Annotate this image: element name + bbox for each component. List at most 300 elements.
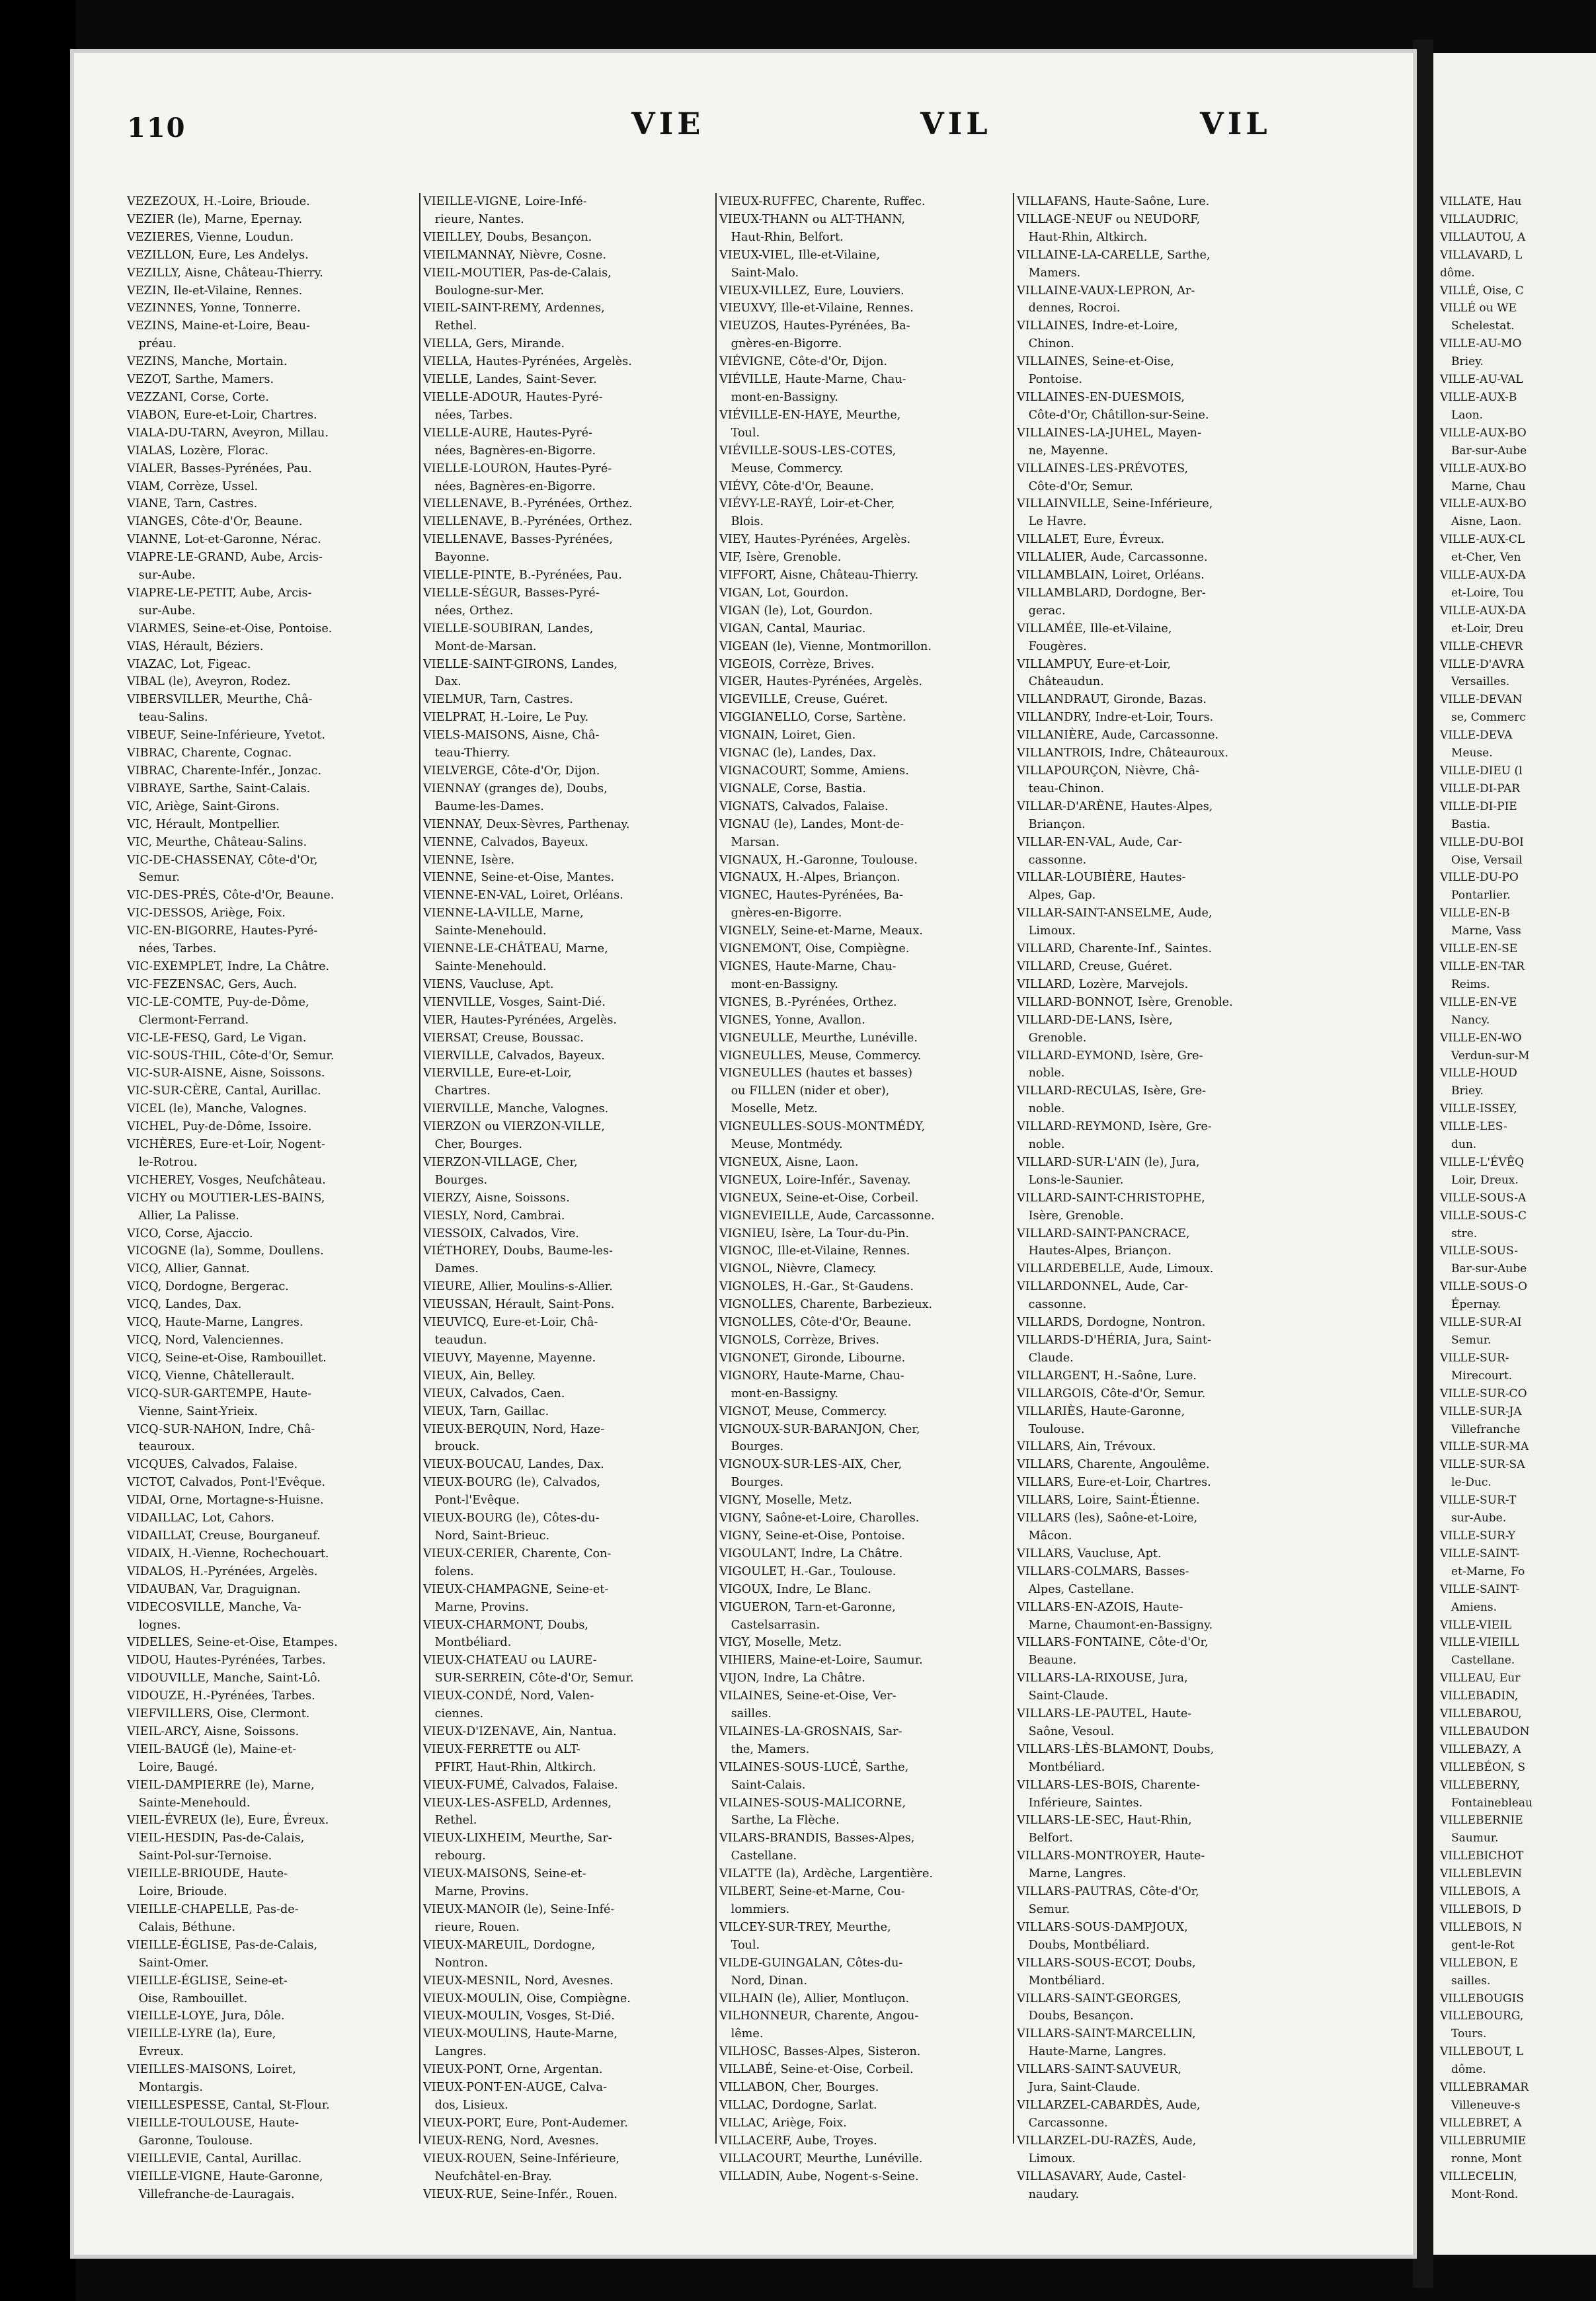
gazetteer-entry-line: VILLARDS-D'HÉRIA, Jura, Saint- — [1017, 1334, 1211, 1347]
gazetteer-entry-line: VILLE-HOUD — [1440, 1067, 1517, 1080]
gazetteer-entry-line: VIEUVY, Mayenne, Mayenne. — [423, 1351, 596, 1365]
gazetteer-entry-line: VIBRAC, Charente-Infér., Jonzac. — [127, 764, 322, 778]
gazetteer-entry-line: VILLARS, Loire, Saint-Étienne. — [1017, 1494, 1200, 1508]
gazetteer-entry-line: VIABON, Eure-et-Loir, Chartres. — [127, 408, 317, 422]
gazetteer-entry-line: VIGNAIN, Loiret, Gien. — [719, 729, 856, 743]
gazetteer-entry-line: mont-en-Bassigny. — [719, 1387, 838, 1400]
gazetteer-entry-line: Versailles. — [1440, 675, 1510, 689]
gazetteer-entry-line: VILLE-DEVAN — [1440, 693, 1523, 707]
gazetteer-entry-line: Laon. — [1440, 408, 1484, 422]
gazetteer-entry-line: VILLE-AUX-BO — [1440, 462, 1527, 475]
gazetteer-entry-line: VIEUX-PORT, Eure, Pont-Audemer. — [423, 2116, 628, 2130]
gazetteer-entry-line: VILLE-VIEILL — [1440, 1636, 1519, 1650]
gazetteer-entry-line: VILLARIÈS, Haute-Garonne, — [1017, 1404, 1185, 1418]
gazetteer-entry-line: VIGNY, Saône-et-Loire, Charolles. — [719, 1512, 920, 1525]
gazetteer-entry-line: VIEUX-VIEL, Ille-et-Vilaine, — [719, 248, 881, 262]
gazetteer-entry-line: VILLARD-BONNOT, Isère, Grenoble. — [1017, 995, 1233, 1009]
gazetteer-entry-line: Aisne, Laon. — [1440, 515, 1522, 529]
gazetteer-entry-line: Cher, Bourges. — [423, 1138, 523, 1152]
gazetteer-entry-line: VILLE-EN-B — [1440, 907, 1510, 920]
gazetteer-entry-line: VIBRAC, Charente, Cognac. — [127, 747, 292, 760]
gazetteer-entry-line: Côte-d'Or, Châtillon-sur-Seine. — [1017, 408, 1209, 422]
gazetteer-entry-line: VILLEBÉON, S — [1440, 1760, 1526, 1774]
gazetteer-entry-line: VICTOT, Calvados, Pont-l'Evêque. — [127, 1476, 326, 1490]
gazetteer-entry-line: VIENNE, Seine-et-Oise, Mantes. — [423, 871, 615, 885]
gazetteer-entry-line: Montargis. — [127, 2081, 204, 2095]
gazetteer-entry-line: VILLE-AUX-DA — [1440, 569, 1526, 583]
gazetteer-entry-line: VIGAN (le), Lot, Gourdon. — [719, 604, 873, 618]
gazetteer-entry-line: VIEUX-CHAMPAGNE, Seine-et- — [423, 1582, 609, 1596]
gazetteer-entry-line: Reims. — [1440, 977, 1490, 991]
gazetteer-entry-line: VIGEVILLE, Creuse, Guéret. — [719, 693, 889, 707]
gazetteer-entry-line: VILLASAVARY, Aude, Castel- — [1017, 2169, 1186, 2183]
gazetteer-entry-line: VILLAINE-VAUX-LEPRON, Ar- — [1017, 284, 1195, 298]
gazetteer-entry-line: Le Havre. — [1017, 515, 1087, 529]
gazetteer-entry-line: VILLEBAZY, A — [1440, 1742, 1521, 1756]
gazetteer-entry-line: Épernay. — [1440, 1298, 1501, 1312]
gazetteer-entry-line: noble. — [1017, 1067, 1065, 1080]
gazetteer-entry-line: VIC, Hérault, Montpellier. — [127, 817, 280, 831]
gazetteer-entry-line: VILLARS (les), Saône-et-Loire, — [1017, 1512, 1198, 1525]
gazetteer-entry-line: VIEILLE-BRIOUDE, Haute- — [127, 1867, 288, 1881]
gazetteer-entry-line: Doubs, Montbéliard. — [1017, 1938, 1150, 1952]
gazetteer-entry-line: VILLARD-SAINT-PANCRACE, — [1017, 1227, 1190, 1240]
gazetteer-entry-line: VILLE-SOUS-O — [1440, 1280, 1527, 1294]
gazetteer-entry-line: VIEUX-FERRETTE ou ALT- — [423, 1742, 580, 1756]
gazetteer-entry-line: Langres. — [423, 2045, 487, 2059]
gazetteer-entry-line: VIEUX-LES-ASFELD, Ardennes, — [423, 1796, 612, 1810]
gazetteer-entry-line: VIENNE-LE-CHÂTEAU, Marne, — [423, 942, 608, 956]
gazetteer-entry-line: VILLEBERNIE — [1440, 1814, 1523, 1828]
gazetteer-entry-line: VIERZON ou VIERZON-VILLE, — [423, 1120, 605, 1134]
gazetteer-entry-line: VILLARS-SOUS-ECOT, Doubs, — [1017, 1956, 1196, 1970]
gazetteer-entry-line: VILLE-SAINT- — [1440, 1582, 1520, 1596]
gazetteer-entry-line: VIEILLES-MAISONS, Loiret, — [127, 2063, 296, 2077]
gazetteer-entry-line: teau-Salins. — [127, 711, 208, 725]
gazetteer-entry-line: VIESLY, Nord, Cambrai. — [423, 1209, 565, 1223]
gazetteer-entry-line: VILLACERF, Aube, Troyes. — [719, 2134, 877, 2148]
gazetteer-entry-line: VIALAS, Lozère, Florac. — [127, 444, 269, 458]
gazetteer-entry-line: naudary. — [1017, 2187, 1080, 2201]
gazetteer-entry-line: VILLE-SUR-T — [1440, 1494, 1517, 1508]
gazetteer-entry-line: VIEURE, Allier, Moulins-s-Allier. — [423, 1280, 613, 1294]
gazetteer-entry-line: VIGNY, Moselle, Metz. — [719, 1494, 852, 1508]
gazetteer-entry-line: VILLARS-SAINT-GEORGES, — [1017, 1992, 1181, 2005]
gazetteer-entry-line: Marne, Provins. — [423, 1885, 529, 1899]
gazetteer-column-3 — [719, 193, 1014, 2183]
gazetteer-entry-line: stre. — [1440, 1227, 1478, 1240]
gazetteer-entry-line: Saint-Malo. — [719, 266, 799, 280]
gazetteer-entry-line: Marne, Chaumont-en-Bassigny. — [1017, 1618, 1213, 1632]
gazetteer-entry-line: VIEUX-BOURG (le), Calvados, — [423, 1476, 601, 1490]
gazetteer-entry-line: préau. — [127, 337, 177, 351]
gazetteer-entry-line: mont-en-Bassigny. — [719, 390, 838, 404]
gazetteer-entry-line: VIELLENAVE, Basses-Pyrénées, — [423, 533, 613, 547]
gazetteer-entry-line: VILLAR-EN-VAL, Aude, Car- — [1017, 835, 1183, 849]
gazetteer-entry-line: Carcassonne. — [1017, 2116, 1108, 2130]
gazetteer-entry-line: VIENNAY (granges de), Doubs, — [423, 782, 608, 795]
gazetteer-entry-line: Saumur. — [1440, 1832, 1499, 1845]
gazetteer-entry-line: lommiers. — [719, 1903, 790, 1916]
gazetteer-entry-line: VIGNOLLES, Côte-d'Or, Beaune. — [719, 1316, 912, 1330]
gazetteer-entry-line: VIÉTHOREY, Doubs, Baume-les- — [423, 1244, 613, 1258]
gazetteer-entry-line: VIER, Hautes-Pyrénées, Argelès. — [423, 1013, 617, 1027]
gazetteer-entry-line: VIELLE-SÉGUR, Basses-Pyré- — [423, 586, 600, 600]
gazetteer-entry-line: VEZOT, Sarthe, Mamers. — [127, 373, 274, 387]
gazetteer-entry-line: VIGNOUX-SUR-BARANJON, Cher, — [719, 1422, 920, 1436]
gazetteer-entry-line: VICEL (le), Manche, Valognes. — [127, 1102, 307, 1116]
gazetteer-entry-line: VIGNAUX, H.-Garonne, Toulouse. — [719, 853, 918, 867]
gazetteer-entry-line: VIÉVILLE-SOUS-LES-COTES, — [719, 444, 897, 458]
gazetteer-entry-line: VILLARZEL-CABARDÈS, Aude, — [1017, 2098, 1201, 2112]
gazetteer-entry-line: VIEILLE-VIGNE, Haute-Garonne, — [127, 2169, 323, 2183]
gazetteer-entry-line: VILLE-EN-VE — [1440, 995, 1517, 1009]
gazetteer-entry-line: PFIRT, Haut-Rhin, Altkirch. — [423, 1760, 596, 1774]
gazetteer-entry-line: VIELLE-SOUBIRAN, Landes, — [423, 622, 594, 635]
gazetteer-entry-line: teau-Thierry. — [423, 747, 510, 760]
gazetteer-entry-line: dun. — [1440, 1138, 1477, 1152]
gazetteer-entry-line: nées, Bagnères-en-Bigorre. — [423, 444, 596, 458]
gazetteer-entry-line: VIBRAYE, Sarthe, Saint-Calais. — [127, 782, 311, 795]
gazetteer-entry-line: VEZIER (le), Marne, Epernay. — [127, 212, 303, 226]
gazetteer-entry-line: VEZILLY, Aisne, Château-Thierry. — [127, 266, 323, 280]
gazetteer-entry-line: VIGNEUX, Aisne, Laon. — [719, 1155, 859, 1169]
gazetteer-entry-line: VIEIL-DAMPIERRE (le), Marne, — [127, 1778, 315, 1792]
gazetteer-entry-line: VILLARD, Creuse, Guéret. — [1017, 959, 1173, 973]
gazetteer-entry-line: VIGNALE, Corse, Bastia. — [719, 782, 866, 795]
gazetteer-entry-line: VIDAIX, H.-Vienne, Rochechouart. — [127, 1547, 329, 1560]
gazetteer-entry-line: Marne, Langres. — [1017, 1867, 1127, 1881]
gazetteer-entry-line: Verdun-sur-M — [1440, 1049, 1530, 1063]
gazetteer-entry-line: VIEILLE-TOULOUSE, Haute- — [127, 2116, 299, 2130]
gazetteer-entry-line: VILLE-LES- — [1440, 1120, 1507, 1134]
gazetteer-entry-line: VILLANDRAUT, Gironde, Bazas. — [1017, 693, 1207, 707]
gazetteer-entry-line: teau-Chinon. — [1017, 782, 1105, 795]
gazetteer-entry-line: VIDOUZE, H.-Pyrénées, Tarbes. — [127, 1689, 315, 1703]
gazetteer-entry-line: Castelsarrasin. — [719, 1618, 820, 1632]
gazetteer-entry-line: VIJON, Indre, La Châtre. — [719, 1672, 865, 1685]
gazetteer-entry-line: VILLE-SOUS- — [1440, 1244, 1518, 1258]
gazetteer-entry-line: Limoux. — [1017, 2152, 1076, 2165]
gazetteer-entry-line: VIC, Ariège, Saint-Girons. — [127, 799, 280, 813]
gazetteer-entry-line: ou FILLEN (nider et ober), — [719, 1084, 890, 1098]
gazetteer-entry-line: VILLACOURT, Meurthe, Lunéville. — [719, 2152, 923, 2165]
gazetteer-entry-line: VILBERT, Seine-et-Marne, Cou- — [719, 1885, 905, 1899]
gazetteer-entry-line: dennes, Rocroi. — [1017, 302, 1121, 315]
gazetteer-entry-line: VILLAMÉE, Ille-et-Vilaine, — [1017, 622, 1172, 635]
gazetteer-entry-line: VILLAR-SAINT-ANSELME, Aude, — [1017, 907, 1213, 920]
gazetteer-entry-line: VIGNEUX, Seine-et-Oise, Corbeil. — [719, 1191, 919, 1205]
gazetteer-entry-line: Dax. — [423, 675, 461, 689]
gazetteer-entry-line: VILLARGOIS, Côte-d'Or, Semur. — [1017, 1387, 1206, 1400]
gazetteer-entry-line: VILLAGE-NEUF ou NEUDORF, — [1017, 212, 1201, 226]
gazetteer-entry-line: VIGNOUX-SUR-LES-AIX, Cher, — [719, 1458, 902, 1472]
gazetteer-entry-line: gnères-en-Bigorre. — [719, 337, 842, 351]
gazetteer-entry-line: Mamers. — [1017, 266, 1081, 280]
gazetteer-entry-line: VILLARS-MONTROYER, Haute- — [1017, 1849, 1205, 1863]
gazetteer-entry-line: VILLEBRAMAR — [1440, 2081, 1529, 2095]
gazetteer-entry-line: VIGNOL, Nièvre, Clamecy. — [719, 1262, 877, 1276]
gazetteer-entry-line: Amiens. — [1440, 1600, 1497, 1614]
gazetteer-entry-line: VILLE-SUR-JA — [1440, 1404, 1522, 1418]
gazetteer-entry-line: VIEUX-RUFFEC, Charente, Ruffec. — [719, 195, 926, 208]
gazetteer-entry-line: VEZIERES, Vienne, Loudun. — [127, 230, 294, 244]
gazetteer-entry-line: VIEUX-LIXHEIM, Meurthe, Sar- — [423, 1832, 612, 1845]
gazetteer-entry-line: VILLARD-RECULAS, Isère, Gre- — [1017, 1084, 1206, 1098]
gazetteer-entry-line: VILLAINES-EN-DUESMOIS, — [1017, 390, 1185, 404]
gazetteer-entry-line: VILLE-SUR-MA — [1440, 1440, 1529, 1454]
gazetteer-entry-line: VILLAC, Dordogne, Sarlat. — [719, 2098, 877, 2112]
gazetteer-entry-line: Côte-d'Or, Semur. — [1017, 479, 1133, 493]
right-page-column-fragment — [1440, 193, 1596, 2201]
gazetteer-entry-line: VIGOULET, H.-Gar., Toulouse. — [719, 1564, 897, 1578]
gazetteer-entry-line: Bar-sur-Aube — [1440, 444, 1527, 458]
gazetteer-entry-line: Loir, Dreux. — [1440, 1173, 1519, 1187]
gazetteer-entry-line: rieure, Rouen. — [423, 1920, 520, 1934]
gazetteer-entry-line: Haut-Rhin, Altkirch. — [1017, 230, 1148, 244]
gazetteer-entry-line: VILLEBERNY, — [1440, 1778, 1520, 1792]
gazetteer-entry-line: VIGGIANELLO, Corse, Sartène. — [719, 711, 906, 725]
gazetteer-entry-line: VIANE, Tarn, Castres. — [127, 497, 258, 511]
gazetteer-entry-line: VICQUES, Calvados, Falaise. — [127, 1458, 298, 1472]
gazetteer-entry-line: VILATTE (la), Ardèche, Largentière. — [719, 1867, 934, 1881]
gazetteer-entry-line: VIEUX-PONT-EN-AUGE, Calva- — [423, 2081, 607, 2095]
gazetteer-entry-line: VIEUX-CERIER, Charente, Con- — [423, 1547, 612, 1560]
gazetteer-entry-line: Semur. — [127, 871, 180, 885]
gazetteer-entry-line: nées, Tarbes. — [127, 942, 217, 956]
gazetteer-entry-line: VILLARS-LÈS-BLAMONT, Doubs, — [1017, 1742, 1215, 1756]
gazetteer-entry-line: VICHEREY, Vosges, Neufchâteau. — [127, 1173, 326, 1187]
gazetteer-entry-line: Lons-le-Saunier. — [1017, 1173, 1124, 1187]
gazetteer-entry-line: Meuse, Montmédy. — [719, 1138, 843, 1152]
gazetteer-entry-line: VILLAINE-LA-CARELLE, Sarthe, — [1017, 248, 1211, 262]
gazetteer-entry-line: rieure, Nantes. — [423, 212, 524, 226]
gazetteer-entry-line: Saint-Omer. — [127, 1956, 209, 1970]
gazetteer-entry-line: VIELVERGE, Côte-d'Or, Dijon. — [423, 764, 600, 778]
gazetteer-entry-line: VIANGES, Côte-d'Or, Beaune. — [127, 515, 303, 529]
gazetteer-entry-line: Chartres. — [423, 1084, 491, 1098]
gazetteer-entry-line: brouck. — [423, 1440, 480, 1454]
gazetteer-entry-line: VIEILLE-LOYE, Jura, Dôle. — [127, 2009, 285, 2023]
gazetteer-entry-line: Sainte-Menehould. — [423, 924, 547, 938]
gazetteer-entry-line: VIDAI, Orne, Mortagne-s-Huisne. — [127, 1494, 324, 1508]
gazetteer-entry-line: VIERVILLE, Calvados, Bayeux. — [423, 1049, 605, 1063]
gazetteer-entry-line: VIGNELY, Seine-et-Marne, Meaux. — [719, 924, 923, 938]
gazetteer-entry-line: Nord, Saint-Brieuc. — [423, 1529, 550, 1543]
gazetteer-entry-line: VIARMES, Seine-et-Oise, Pontoise. — [127, 622, 333, 635]
gazetteer-entry-line: VILLEBOURG, — [1440, 2009, 1524, 2023]
gazetteer-entry-line: VIALA-DU-TARN, Aveyron, Millau. — [127, 426, 329, 440]
gazetteer-entry-line: VIGOUX, Indre, Le Blanc. — [719, 1582, 871, 1596]
gazetteer-entry-line: VIEIL-HESDIN, Pas-de-Calais, — [127, 1832, 305, 1845]
gazetteer-entry-line: VILLE-DU-PO — [1440, 871, 1519, 885]
gazetteer-entry-line: VIENNE, Calvados, Bayeux. — [423, 835, 589, 849]
book-gutter — [1413, 40, 1433, 2288]
gazetteer-entry-line: Saône, Vesoul. — [1017, 1724, 1115, 1738]
gazetteer-entry-line: VIGNEULLES (hautes et basses) — [719, 1067, 912, 1080]
gazetteer-entry-line: VIGUERON, Tarn-et-Garonne, — [719, 1600, 896, 1614]
gazetteer-entry-line: VEZEZOUX, H.-Loire, Brioude. — [127, 195, 310, 208]
gazetteer-entry-line: Haute-Marne, Langres. — [1017, 2045, 1167, 2059]
gazetteer-entry-line: Castellane. — [719, 1849, 797, 1863]
gazetteer-entry-line: VIELPRAT, H.-Loire, Le Puy. — [423, 711, 589, 725]
gazetteer-entry-line: VILLARDONNEL, Aude, Car- — [1017, 1280, 1189, 1294]
gazetteer-entry-line: VIAS, Hérault, Béziers. — [127, 639, 264, 653]
running-header-center: VIL — [920, 106, 992, 141]
gazetteer-entry-line: VICOGNE (la), Somme, Doullens. — [127, 1244, 324, 1258]
gazetteer-entry-line: Grenoble. — [1017, 1031, 1087, 1045]
gazetteer-entry-line: Fougères. — [1017, 639, 1087, 653]
gazetteer-entry-line: Toul. — [719, 426, 760, 440]
gazetteer-entry-line: Rethel. — [423, 319, 477, 333]
gazetteer-entry-line: Châteaudun. — [1017, 675, 1104, 689]
gazetteer-entry-line: Clermont-Ferrand. — [127, 1013, 249, 1027]
gazetteer-entry-line: Marne, Vass — [1440, 924, 1521, 938]
gazetteer-entry-line: teauroux. — [127, 1440, 195, 1454]
gazetteer-entry-line: mont-en-Bassigny. — [719, 977, 838, 991]
gazetteer-entry-line: VILDE-GUINGALAN, Côtes-du- — [719, 1956, 903, 1970]
gazetteer-entry-line: VIGNORY, Haute-Marne, Chau- — [719, 1369, 904, 1383]
gazetteer-entry-line: VIEUX-THANN ou ALT-THANN, — [719, 212, 905, 226]
gazetteer-entry-line: Montbéliard. — [1017, 1974, 1105, 1988]
gazetteer-entry-line: et-Loire, Tou — [1440, 586, 1524, 600]
gazetteer-entry-line: Pontarlier. — [1440, 889, 1511, 903]
gazetteer-entry-line: Haut-Rhin, Belfort. — [719, 230, 844, 244]
gazetteer-entry-line: VILLAPOURÇON, Nièvre, Châ- — [1017, 764, 1200, 778]
gazetteer-entry-line: VIEUXVY, Ille-et-Vilaine, Rennes. — [719, 302, 914, 315]
gazetteer-entry-line: VILLE-SOUS-A — [1440, 1191, 1527, 1205]
gazetteer-entry-line: Rethel. — [423, 1814, 477, 1828]
gazetteer-entry-line: Semur. — [1440, 1334, 1492, 1347]
gazetteer-entry-line: VIGEAN (le), Vienne, Montmorillon. — [719, 639, 932, 653]
gazetteer-entry-line: VIDECOSVILLE, Manche, Va- — [127, 1600, 301, 1614]
gazetteer-entry-line: VILLAR-LOUBIÈRE, Hautes- — [1017, 871, 1186, 885]
gazetteer-entry-line: VIGNOLES, H.-Gar., St-Gaudens. — [719, 1280, 914, 1294]
gazetteer-entry-line: VILLARS-PAUTRAS, Côte-d'Or, — [1017, 1885, 1199, 1899]
gazetteer-entry-line: Boulogne-sur-Mer. — [423, 284, 544, 298]
gazetteer-entry-line: VIENNAY, Deux-Sèvres, Parthenay. — [423, 817, 630, 831]
gazetteer-entry-line: VIGAN, Cantal, Mauriac. — [719, 622, 866, 635]
gazetteer-entry-line: Tours. — [1440, 2027, 1487, 2041]
gazetteer-entry-line: VEZZANI, Corse, Corte. — [127, 390, 269, 404]
gazetteer-entry-line: VIEUX-MAISONS, Seine-et- — [423, 1867, 586, 1881]
gazetteer-entry-line: sur-Aube. — [127, 604, 196, 618]
running-header-right: VIL — [1200, 106, 1271, 141]
gazetteer-entry-line: VIENVILLE, Vosges, Saint-Dié. — [423, 995, 606, 1009]
gazetteer-entry-line: VIELLE-SAINT-GIRONS, Landes, — [423, 657, 618, 671]
gazetteer-entry-line: Toulouse. — [1017, 1422, 1085, 1436]
gazetteer-entry-line: Castellane. — [1440, 1654, 1515, 1668]
gazetteer-entry-line: VILLAUTOU, A — [1440, 230, 1526, 244]
gazetteer-entry-line: VILLEBOUGIS — [1440, 1992, 1524, 2005]
gazetteer-entry-line: VIBAL (le), Aveyron, Rodez. — [127, 675, 291, 689]
gazetteer-entry-line: VILLARZEL-DU-RAZÈS, Aude, — [1017, 2134, 1197, 2148]
gazetteer-entry-line: VILLEBOIS, N — [1440, 1920, 1523, 1934]
gazetteer-entry-line: VIELLE-ADOUR, Hautes-Pyré- — [423, 390, 603, 404]
gazetteer-entry-line: VILLALET, Eure, Évreux. — [1017, 533, 1165, 547]
gazetteer-entry-line: VIEUX-MOULIN, Oise, Compiègne. — [423, 1992, 631, 2005]
gazetteer-entry-line: Fontainebleau — [1440, 1796, 1533, 1810]
gazetteer-entry-line: VILLE-AU-VAL — [1440, 373, 1523, 387]
gazetteer-column-2 — [423, 193, 717, 2201]
gazetteer-entry-line: Saint-Pol-sur-Ternoise. — [127, 1849, 272, 1863]
gazetteer-entry-line: Hautes-Alpes, Briançon. — [1017, 1244, 1172, 1258]
gazetteer-entry-line: VILLALIER, Aude, Carcassonne. — [1017, 551, 1208, 565]
gazetteer-entry-line: VICO, Corse, Ajaccio. — [127, 1227, 253, 1240]
gazetteer-entry-line: VICHEL, Puy-de-Dôme, Issoire. — [127, 1120, 312, 1134]
gazetteer-entry-line: cassonne. — [1017, 1298, 1087, 1312]
gazetteer-entry-line: VIGNAC (le), Landes, Dax. — [719, 747, 877, 760]
gazetteer-entry-line: VILLEBON, E — [1440, 1956, 1518, 1970]
gazetteer-entry-line: VILLE-AUX-B — [1440, 390, 1517, 404]
gazetteer-entry-line: Garonne, Toulouse. — [127, 2134, 253, 2148]
gazetteer-entry-line: VIEIL-MOUTIER, Pas-de-Calais, — [423, 266, 612, 280]
gazetteer-entry-line: VIGNEC, Hautes-Pyrénées, Ba- — [719, 889, 903, 903]
gazetteer-entry-line: VIEILLEY, Doubs, Besançon. — [423, 230, 592, 244]
gazetteer-entry-line: Marne, Provins. — [423, 1600, 529, 1614]
gazetteer-entry-line: VIGNES, Yonne, Avallon. — [719, 1013, 865, 1027]
gazetteer-entry-line: VILLARS-LES-BOIS, Charente- — [1017, 1778, 1200, 1792]
gazetteer-entry-line: VIEIL-BAUGÉ (le), Maine-et- — [127, 1742, 297, 1756]
gazetteer-entry-line: gnères-en-Bigorre. — [719, 907, 842, 920]
gazetteer-entry-line: Briey. — [1440, 355, 1484, 369]
gazetteer-entry-line: Montbéliard. — [1017, 1760, 1105, 1774]
gazetteer-entry-line: VIAZAC, Lot, Figeac. — [127, 657, 251, 671]
gazetteer-entry-line: Bastia. — [1440, 817, 1491, 831]
gazetteer-entry-line: VICQ-SUR-GARTEMPE, Haute- — [127, 1387, 311, 1400]
gazetteer-entry-line: nées, Tarbes. — [423, 408, 513, 422]
gazetteer-entry-line: VIC-EXEMPLET, Indre, La Châtre. — [127, 959, 330, 973]
gazetteer-entry-line: Briey. — [1440, 1084, 1484, 1098]
gazetteer-entry-line: VIEUX-MESNIL, Nord, Avesnes. — [423, 1974, 614, 1988]
gazetteer-entry-line: Inférieure, Saintes. — [1017, 1796, 1143, 1810]
gazetteer-entry-line: VIGNAU (le), Landes, Mont-de- — [719, 817, 904, 831]
gazetteer-entry-line: Nancy. — [1440, 1013, 1490, 1027]
gazetteer-entry-line: nées, Orthez. — [423, 604, 514, 618]
gazetteer-entry-line: VILLARD-REYMOND, Isère, Gre- — [1017, 1120, 1212, 1134]
gazetteer-entry-line: VEZINS, Maine-et-Loire, Beau- — [127, 319, 310, 333]
gazetteer-entry-line: VILLANTROIS, Indre, Châteauroux. — [1017, 747, 1229, 760]
gazetteer-entry-line: VIGNOC, Ille-et-Vilaine, Rennes. — [719, 1244, 910, 1258]
gazetteer-entry-line: VIENNE-EN-VAL, Loiret, Orléans. — [423, 889, 623, 903]
gazetteer-entry-line: Bourges. — [719, 1440, 784, 1454]
gazetteer-entry-line: VIGNATS, Calvados, Falaise. — [719, 799, 889, 813]
gazetteer-entry-line: VIGNOT, Meuse, Commercy. — [719, 1404, 887, 1418]
gazetteer-entry-line: VIGNEUX, Loire-Infér., Savenay. — [719, 1173, 911, 1187]
gazetteer-entry-line: VILAINES-SOUS-LUCÉ, Sarthe, — [719, 1760, 909, 1774]
gazetteer-entry-line: dos, Lisieux. — [423, 2098, 508, 2112]
gazetteer-entry-line: gerac. — [1017, 604, 1066, 618]
gazetteer-entry-line: VIEIL-ARCY, Aisne, Soissons. — [127, 1724, 299, 1738]
gazetteer-entry-line: noble. — [1017, 1138, 1065, 1152]
gazetteer-entry-line: VIDOUVILLE, Manche, Saint-Lô. — [127, 1672, 321, 1685]
gazetteer-entry-line: Claude. — [1017, 1351, 1074, 1365]
gazetteer-entry-line: Pontoise. — [1017, 373, 1082, 387]
gazetteer-entry-line: dôme. — [1440, 266, 1475, 280]
gazetteer-entry-line: VICQ-SUR-NAHON, Indre, Châ- — [127, 1422, 315, 1436]
gazetteer-entry-line: VILCEY-SUR-TREY, Meurthe, — [719, 1920, 891, 1934]
gazetteer-entry-line: Sainte-Menehould. — [423, 959, 547, 973]
gazetteer-entry-line: Moselle, Metz. — [719, 1102, 818, 1116]
gazetteer-entry-line: VILLARS-LA-RIXOUSE, Jura, — [1017, 1672, 1188, 1685]
gazetteer-entry-line: VILLE-DIEU (l — [1440, 764, 1523, 778]
gazetteer-entry-line: ciennes. — [423, 1707, 484, 1721]
gazetteer-entry-line: teaudun. — [423, 1334, 487, 1347]
gazetteer-entry-line: VIC-SUR-CÈRE, Cantal, Aurillac. — [127, 1084, 321, 1098]
gazetteer-entry-line: VIEILLE-VIGNE, Loire-Infé- — [423, 195, 587, 208]
gazetteer-entry-line: VILLE-AU-MO — [1440, 337, 1522, 351]
gazetteer-entry-line: VIGNONET, Gironde, Libourne. — [719, 1351, 906, 1365]
